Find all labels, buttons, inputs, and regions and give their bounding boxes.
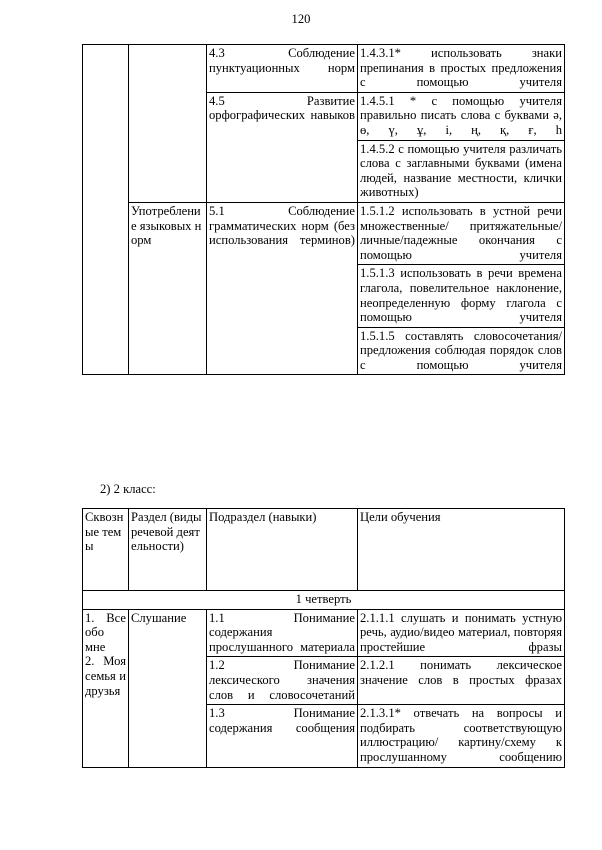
goal-cell: 1.4.5.2 с помощью учителя различать слова с заглавными буквами (имена людей, название местности, клички животных) — [358, 140, 565, 202]
goal-cell: 2.1.2.1 понимать лексическое значение слов в простых фразах — [358, 657, 565, 705]
subsection-cell: 5.1 Соблюдение грамматических норм (без использования терминов) — [207, 202, 358, 375]
goal-cell: 1.5.1.2 использовать в устной речи множественные/ притяжательные/личные/падежные окончания с помощью учителя — [358, 202, 565, 264]
table-header-row — [83, 509, 565, 591]
header-themes: Сквозные темы — [83, 509, 129, 591]
theme-item: 2. Моя семья и друзья — [85, 654, 126, 698]
header-subsection: Подраздел (навыки) — [207, 509, 358, 591]
header-goals: Цели обучения — [358, 509, 565, 591]
curriculum-table-grade1-continued — [82, 44, 565, 375]
themes-cell — [83, 609, 129, 767]
subsection-cell: 1.2 Понимание лексического значения слов и словосочетаний — [207, 657, 358, 705]
goal-cell: 1.4.5.1 * с помощью учителя правильно писать слова с буквами ә, ө, ү, ұ, і, ң, қ, ғ, һ — [358, 92, 565, 140]
goal-cell: 2.1.1.1 слушать и понимать устную речь, аудио/видео материал, повторяя простейшие фразы — [358, 609, 565, 657]
subsection-cell: 4.5 Развитие орфографических навыков — [207, 92, 358, 202]
section-cell — [129, 45, 207, 203]
goal-cell: 2.1.3.1* отвечать на вопросы и подбирать соответствующую иллюстрацию/ картину/схему к прослушанному сообщению — [358, 705, 565, 767]
page-number: 120 — [291, 12, 311, 26]
quarter-label: 1 четверть — [83, 591, 565, 610]
goal-cell: 1.4.3.1* использовать знаки препинания в простых предложения с помощью учителя — [358, 45, 565, 93]
themes-cell — [83, 45, 129, 375]
subsection-cell: 1.3 Понимание содержания сообщения — [207, 705, 358, 767]
subsection-cell: 1.1 Понимание содержания прослушанного материала — [207, 609, 358, 657]
subsection-cell: 4.3 Соблюдение пунктуационных норм — [207, 45, 358, 93]
goal-cell: 1.5.1.3 использовать в речи времена глагола, повелительное наклонение, неопределенную форму глагола с помощью учителя — [358, 265, 565, 327]
theme-item: 1. Все обо мне — [85, 610, 126, 654]
quarter-row — [83, 591, 565, 610]
header-section: Раздел (виды речевой деятельности) — [129, 509, 207, 591]
goal-cell: 1.5.1.5 составлять словосочетания/ предложения соблюдая порядок слов с помощью учителя — [358, 327, 565, 375]
section-cell: Употребление языковых норм — [129, 202, 207, 375]
curriculum-table-grade2 — [82, 508, 565, 768]
table-row — [83, 202, 565, 264]
section-cell: Слушание — [129, 609, 207, 767]
table-row — [83, 45, 565, 93]
table-row — [83, 609, 565, 657]
section-heading: 2) 2 класс: — [100, 482, 156, 496]
